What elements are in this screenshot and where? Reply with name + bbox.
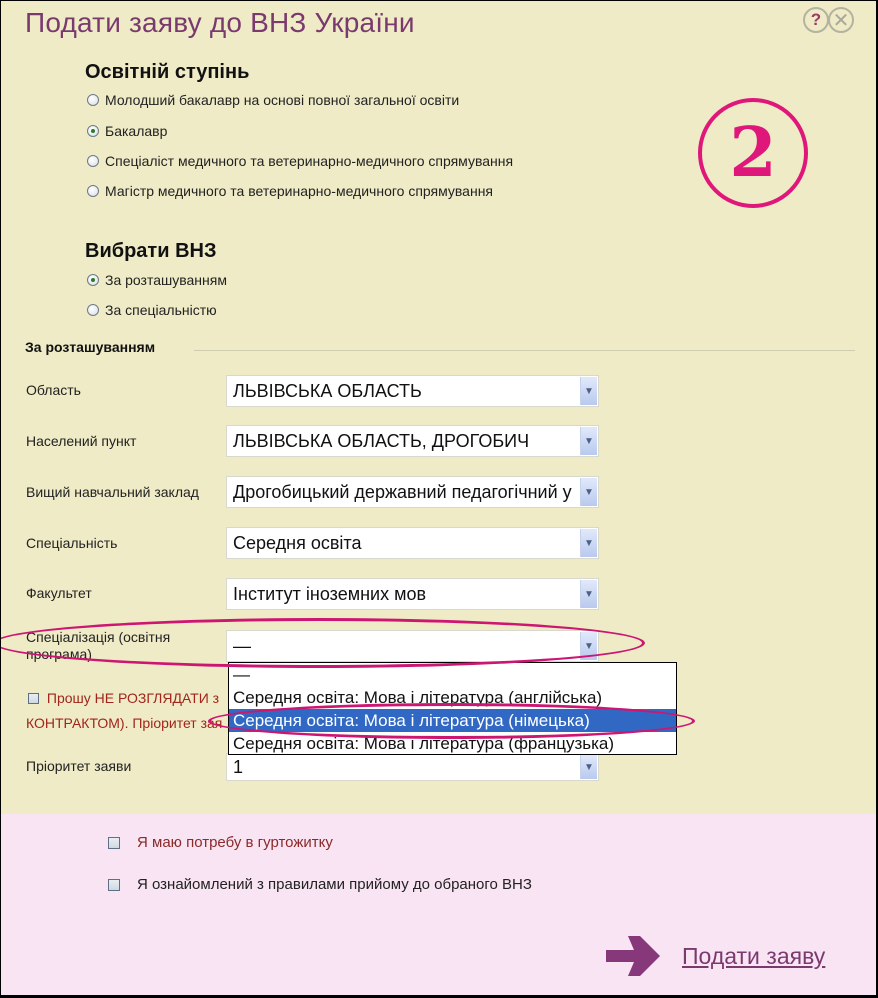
no-budget-text-line2: КОНТРАКТОМ). Пріоритет зая — [26, 715, 223, 731]
radio-label: За спеціальністю — [105, 302, 217, 318]
dormitory-label: Я маю потребу в гуртожитку — [137, 834, 333, 851]
choose-by-location[interactable] — [87, 272, 227, 288]
checkbox-icon[interactable] — [28, 693, 39, 704]
chevron-down-icon[interactable]: ▼ — [580, 478, 597, 506]
degree-option-junior-bachelor[interactable] — [87, 92, 459, 108]
radio-label: Бакалавр — [105, 123, 168, 139]
submit-application[interactable] — [606, 936, 825, 976]
region-select[interactable] — [226, 375, 599, 407]
dropdown-option-highlighted[interactable]: Середня освіта: Мова і література (німецька) — [229, 709, 676, 732]
rules-ack-label: Я ознайомлений з правилами прийому до обраного ВНЗ — [137, 876, 532, 893]
select-value: Інститут іноземних мов — [233, 583, 427, 604]
degree-option-master-medical[interactable] — [87, 183, 493, 199]
close-icon[interactable]: ✕ — [828, 7, 854, 33]
chevron-down-icon[interactable]: ▼ — [580, 755, 597, 779]
location-section-legend: За розташуванням — [25, 339, 156, 355]
apply-dialog — [1, 1, 876, 995]
dormitory-checkbox-row[interactable] — [108, 834, 333, 851]
checkbox-icon[interactable] — [108, 837, 120, 849]
degree-option-specialist-medical[interactable] — [87, 153, 513, 169]
radio-checked-icon[interactable] — [87, 125, 99, 137]
radio-checked-icon[interactable] — [87, 274, 99, 286]
select-value: 1 — [233, 756, 244, 777]
select-value: Середня освіта — [233, 532, 362, 553]
specialty-select[interactable] — [226, 527, 599, 559]
choose-heading: Вибрати ВНЗ — [85, 240, 217, 262]
dialog-controls — [804, 7, 854, 33]
specialization-select[interactable] — [226, 630, 599, 662]
locality-label: Населений пункт — [26, 433, 137, 449]
radio-label: Молодший бакалавр на основі повної загальної освіти — [105, 92, 460, 108]
step-number-annotation: 2 — [698, 98, 808, 208]
no-budget-checkbox-row[interactable] — [28, 690, 219, 706]
degree-heading: Освітній ступінь — [85, 61, 250, 83]
choose-by-specialty[interactable] — [87, 302, 217, 318]
radio-icon[interactable] — [87, 304, 99, 316]
select-value: ЛЬВІВСЬКА ОБЛАСТЬ — [233, 380, 422, 401]
rules-ack-checkbox-row[interactable] — [108, 876, 532, 893]
chevron-down-icon[interactable]: ▼ — [580, 580, 597, 608]
locality-select[interactable] — [226, 425, 599, 457]
university-label: Вищий навчальний заклад — [26, 484, 199, 500]
degree-option-bachelor[interactable] — [87, 123, 167, 139]
radio-label: Магістр медичного та ветеринарно-медичного спрямування — [105, 183, 494, 199]
radio-icon[interactable] — [87, 185, 99, 197]
submit-link[interactable]: Подати заяву — [682, 942, 826, 969]
university-select[interactable] — [226, 476, 599, 508]
chevron-down-icon[interactable]: ▼ — [580, 377, 597, 405]
faculty-select[interactable] — [226, 578, 599, 610]
radio-label: Спеціаліст медичного та ветеринарно-медичного спрямування — [105, 153, 514, 169]
arrow-right-icon — [606, 936, 662, 976]
help-icon[interactable]: ? — [803, 7, 829, 33]
region-label: Область — [26, 382, 81, 398]
specialization-dropdown-list[interactable] — [228, 662, 677, 755]
dropdown-option[interactable]: — — [233, 665, 250, 684]
priority-label: Пріоритет заяви — [26, 758, 132, 774]
dropdown-option[interactable]: Середня освіта: Мова і література (англійська) — [233, 688, 603, 707]
specialty-label: Спеціальність — [26, 535, 118, 551]
checkbox-icon[interactable] — [108, 879, 120, 891]
select-value: ЛЬВІВСЬКА ОБЛАСТЬ, ДРОГОБИЧ — [233, 430, 530, 451]
specialization-label: Спеціалізація (освітня програма) — [26, 629, 171, 662]
chevron-down-icon[interactable]: ▼ — [580, 529, 597, 557]
dropdown-option[interactable]: Середня освіта: Мова і література (французька) — [233, 734, 615, 753]
select-value: Дрогобицький державний педагогічний у — [233, 481, 572, 502]
no-budget-text-line1: Прошу НЕ РОЗГЛЯДАТИ з — [46, 690, 220, 706]
radio-icon[interactable] — [87, 94, 99, 106]
priority-select[interactable] — [226, 753, 599, 781]
section-divider — [194, 350, 855, 351]
dialog-title: Подати заяву до ВНЗ України — [25, 7, 415, 38]
faculty-label: Факультет — [26, 585, 92, 601]
chevron-down-icon[interactable]: ▼ — [580, 427, 597, 455]
radio-label: За розташуванням — [105, 272, 227, 288]
chevron-down-icon[interactable]: ▼ — [580, 632, 597, 660]
radio-icon[interactable] — [87, 155, 99, 167]
select-value: — — [233, 635, 251, 656]
